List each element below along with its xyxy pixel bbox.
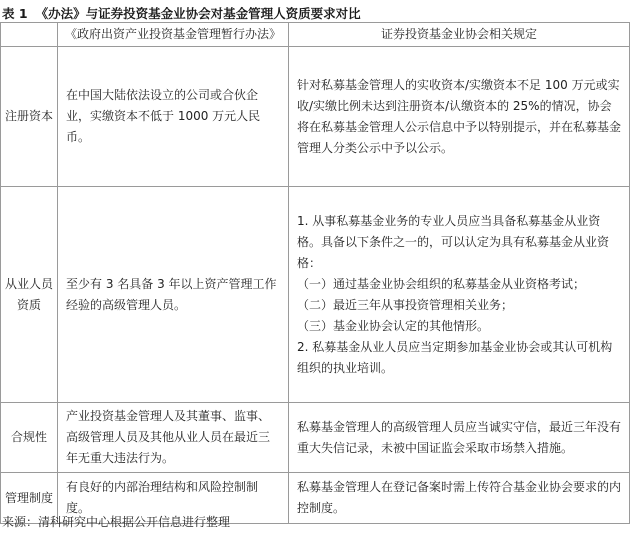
regulation-cell: 在中国大陆依法设立的公司或合伙企业，实缴资本不低于 1000 万元人民币。 xyxy=(58,47,289,187)
header-association: 证券投资基金业协会相关规定 xyxy=(289,23,630,47)
regulation-cell: 有良好的内部治理结构和风险控制制度。 xyxy=(58,473,289,524)
table-row xyxy=(1,187,630,403)
association-cell xyxy=(289,187,630,403)
row-category xyxy=(1,187,58,403)
comparison-table xyxy=(0,22,630,524)
table-row xyxy=(1,403,630,473)
header-category xyxy=(1,23,58,47)
association-paragraph: （二）最近三年从事投资管理相关业务； xyxy=(297,297,514,312)
association-paragraph: （三）基金业协会认定的其他情形。 xyxy=(297,318,490,333)
header-regulation: 《政府出资产业投资基金管理暂行办法》 xyxy=(58,23,289,47)
association-cell xyxy=(289,473,630,524)
row-category: 管理制度 xyxy=(1,473,58,524)
row-category: 注册资本 xyxy=(1,47,58,187)
association-cell xyxy=(289,47,630,187)
association-paragraph: 针对私募基金管理人的实收资本/实缴资本不足 100 万元或实收/实缴比例未达到注册资本/认缴资本的 25%的情况，协会将在私募基金管理人公示信息中予以特别提示，并在私募基金管理人分类公示中予以公示。 xyxy=(297,77,622,155)
association-paragraph: 2. 私募基金从业人员应当定期参加基金业协会或其认可机构组织的执业培训。 xyxy=(297,339,613,375)
row-category-line: 从业人员 xyxy=(5,276,54,291)
table-title xyxy=(2,4,361,22)
association-paragraph: 1. 从事私募基金业务的专业人员应当具备私募基金从业资格。具备以下条件之一的，可以认定为具有私募基金从业资格： xyxy=(297,213,610,270)
header-row xyxy=(1,23,630,47)
association-cell xyxy=(289,403,630,473)
regulation-cell: 至少有 3 名具备 3 年以上资产管理工作经验的高级管理人员。 xyxy=(58,187,289,403)
regulation-cell: 产业投资基金管理人及其董事、监事、高级管理人员及其他从业人员在最近三年无重大违法行为。 xyxy=(58,403,289,473)
table-number: 表 1 xyxy=(2,6,28,21)
table-row xyxy=(1,47,630,187)
table-title-text: 《办法》与证券投资基金业协会对基金管理人资质要求对比 xyxy=(35,6,361,21)
row-category-line: 资质 xyxy=(16,297,41,312)
source-note: 来源：清科研究中心根据公开信息进行整理 xyxy=(2,515,231,529)
association-paragraph: 私募基金管理人在登记备案时需上传符合基金业协会要求的内控制度。 xyxy=(297,480,622,515)
row-category: 合规性 xyxy=(1,403,58,473)
association-paragraph: （一）通过基金业协会组织的私募基金从业资格考试； xyxy=(297,276,586,291)
association-paragraph: 私募基金管理人的高级管理人员应当诚实守信，最近三年没有重大失信记录，未被中国证监会采取市场禁入措施。 xyxy=(297,419,622,455)
